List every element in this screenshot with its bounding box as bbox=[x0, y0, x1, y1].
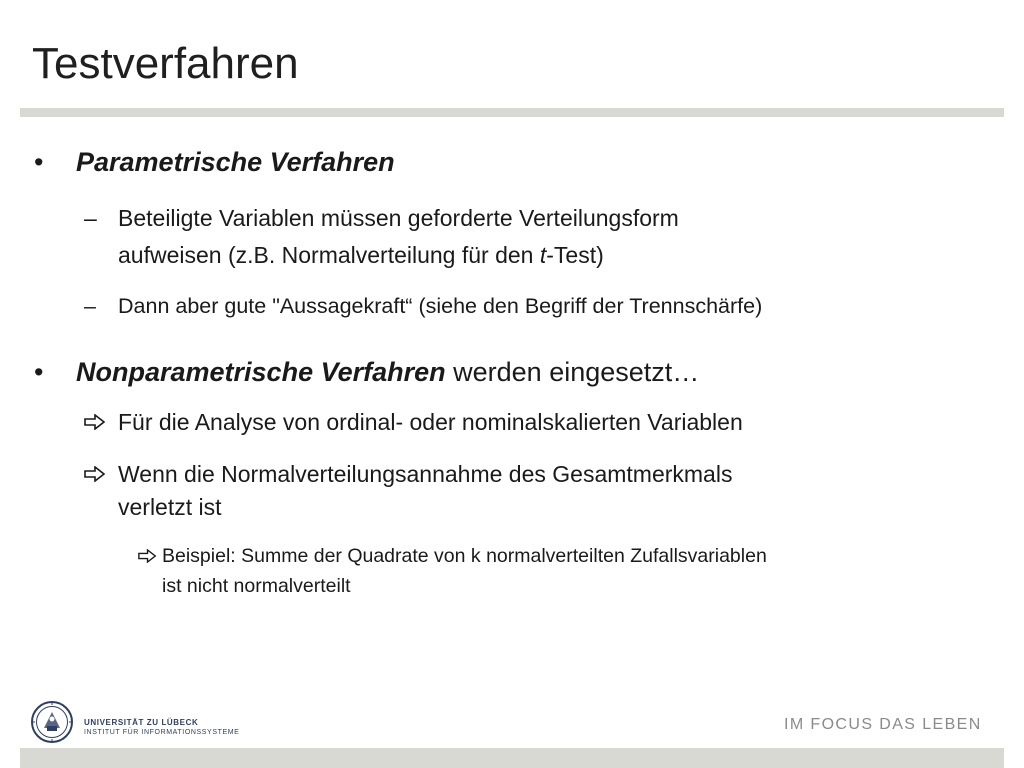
arrow-item-normal-assumption-line1: Wenn die Normalverteilungsannahme des Gesamtmerkmals bbox=[118, 461, 733, 487]
arrow-item-ordinal-text: Für die Analyse von ordinal- oder nominalskalierten Variablen bbox=[118, 409, 743, 435]
bullet-nonparametric-rest: werden eingesetzt… bbox=[445, 357, 700, 387]
arrow-item-example-line2: ist nicht normalverteilt bbox=[162, 575, 351, 597]
hollow-arrow-right-icon bbox=[84, 414, 106, 430]
sub-item-variables-line1: Beteiligte Variablen müssen geforderte Verteilungsform bbox=[118, 205, 679, 231]
slide-title: Testverfahren bbox=[32, 39, 299, 88]
hollow-arrow-right-icon bbox=[84, 466, 106, 482]
dash-marker: – bbox=[84, 294, 96, 318]
dash-marker: – bbox=[84, 205, 97, 231]
hollow-arrow-right-icon bbox=[138, 549, 157, 563]
sub-item-variables-line2 bbox=[118, 241, 604, 270]
t-italic: t bbox=[539, 242, 547, 268]
title-divider bbox=[20, 108, 1004, 117]
bullet-marker: • bbox=[34, 357, 44, 387]
university-seal-logo bbox=[30, 700, 74, 744]
arrow-item-example-line1: Beispiel: Summe der Quadrate von k normalverteilten Zufallsvariablen bbox=[162, 545, 767, 567]
bullet-parametric-heading: Parametrische Verfahren bbox=[76, 147, 395, 177]
university-motto: IM FOCUS DAS LEBEN bbox=[784, 716, 982, 733]
bullet-marker: • bbox=[34, 147, 44, 177]
arrow-item-normal-assumption-line2: verletzt ist bbox=[118, 494, 222, 520]
bullet-nonparametric-heading: Nonparametrische Verfahren bbox=[76, 357, 446, 387]
university-name: UNIVERSITÄT ZU LÜBECK bbox=[84, 718, 199, 727]
sub-item-aussagekraft-line1: Dann aber gute "Aussagekraft“ (siehe den Begriff der Trennschärfe) bbox=[118, 294, 763, 318]
line2-pre: aufweisen (z.B. Normalverteilung für den bbox=[118, 242, 540, 268]
line2-post: -Test) bbox=[546, 242, 604, 268]
bullet-nonparametric-text bbox=[76, 356, 699, 388]
institute-name: INSTITUT FÜR INFORMATIONSSYSTEME bbox=[84, 729, 240, 736]
footer-band bbox=[20, 748, 1004, 768]
